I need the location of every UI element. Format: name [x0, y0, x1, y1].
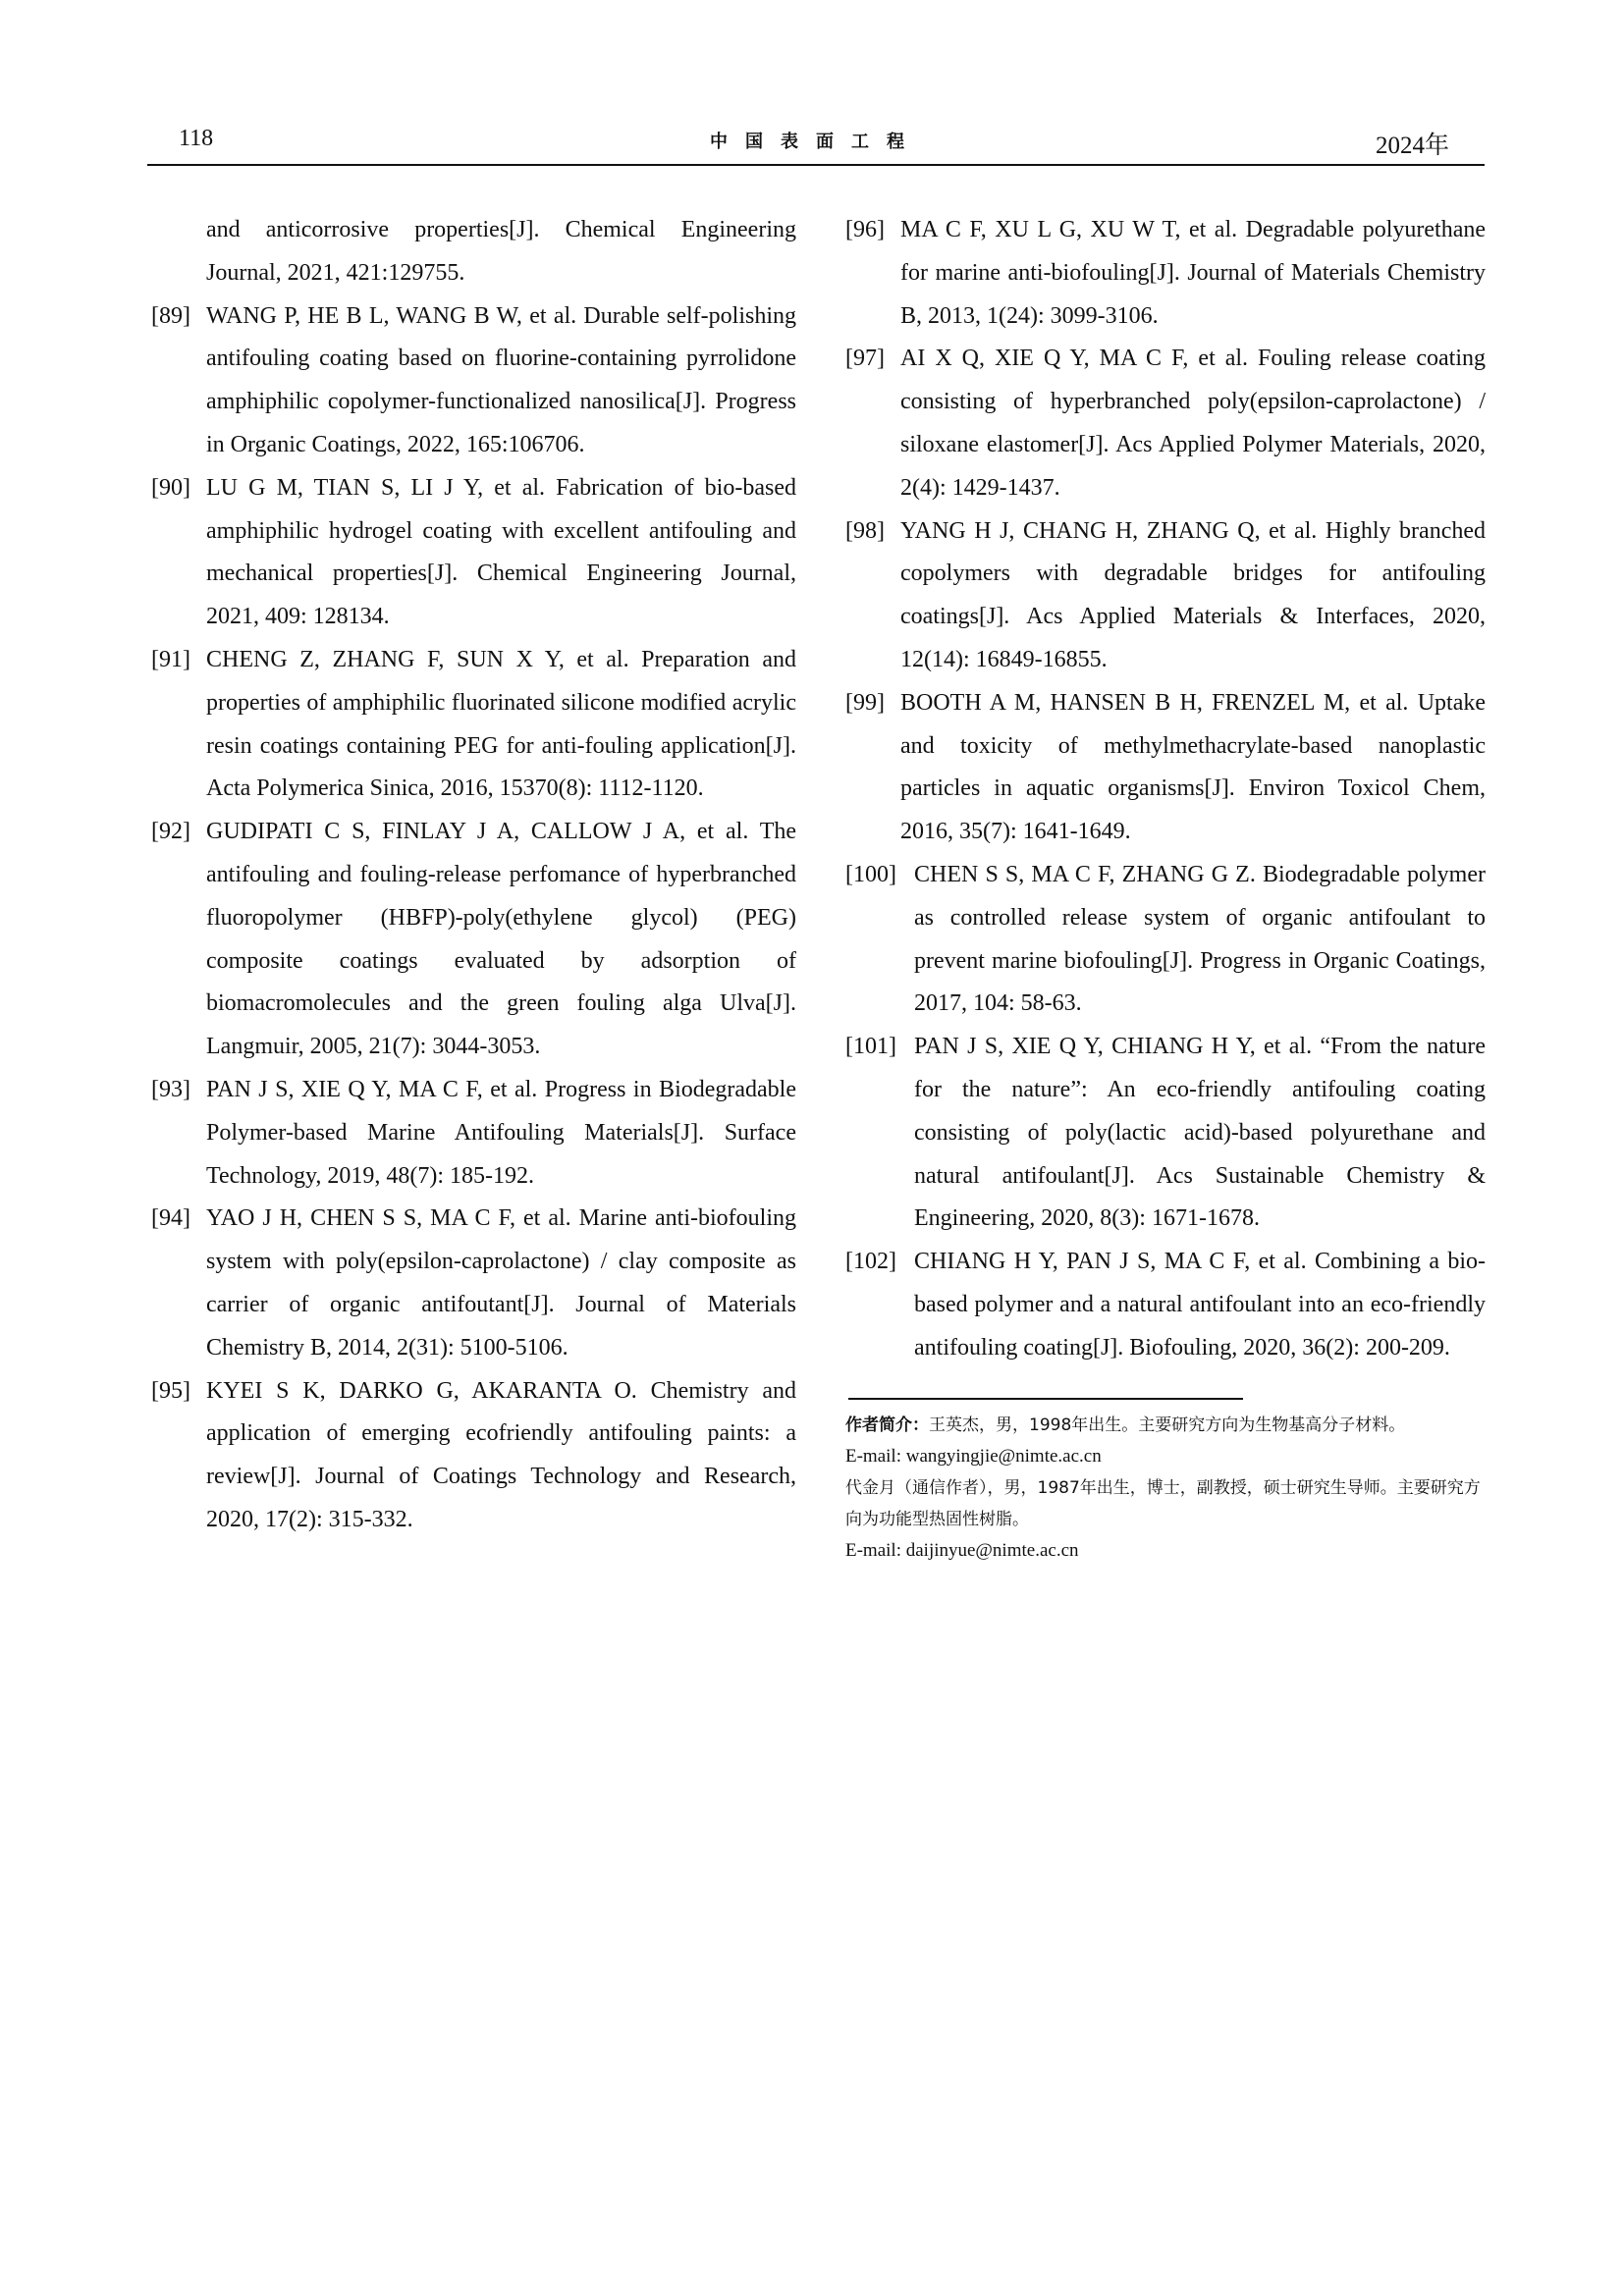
- reference-label: [93]: [151, 1076, 190, 1102]
- reference-text: CHENG Z, ZHANG F, SUN X Y, et al. Preparation and properties of amphiphilic fluorinated silicone modified acrylic resin coatings containing PEG for anti-fouling application[J]. Acta Polymerica Sinica, 2016, 15370(8): 1112-1120.: [206, 646, 796, 802]
- reference-text: PAN J S, XIE Q Y, MA C F, et al. Progress in Biodegradable Polymer-based Marine Antifouling Materials[J]. Surface Technology, 2019, 48(7): 185-192.: [206, 1076, 796, 1189]
- references-right-column: [845, 209, 1486, 1567]
- reference-label: [89]: [151, 302, 190, 329]
- corresponding-author-email: E-mail: daijinyue@nimte.ac.cn: [845, 1539, 1079, 1561]
- page-number: 118: [179, 126, 214, 151]
- reference-label: [100]: [845, 861, 896, 887]
- reference-text: AI X Q, XIE Q Y, MA C F, et al. Fouling release coating consisting of hyperbranched poly(epsilon-caprolactone) / siloxane elastomer[J]. Acs Applied Polymer Materials, 2020, 2(4): 1429-1437.: [900, 346, 1486, 501]
- reference-text: WANG P, HE B L, WANG B W, et al. Durable self-polishing antifouling coating based on fluorine-containing pyrrolidone amphiphilic copolymer-functionalized nanosilica[J]. Progress in Organic Coatings, 2022, 165:106706.: [206, 302, 796, 457]
- journal-title: 中国表面工程: [710, 132, 922, 152]
- reference-item: [151, 467, 796, 639]
- reference-label: [94]: [151, 1205, 190, 1232]
- reference-text: YAO J H, CHEN S S, MA C F, et al. Marine anti-biofouling system with poly(epsilon-caprolactone) / clay composite as carrier of organic antifoutant[J]. Journal of Materials Chemistry B, 2014, 2(31): 5100-5106.: [206, 1205, 796, 1361]
- author-bio-text: 王英杰，男，1998年出生。主要研究方向为生物基高分子材料。: [929, 1415, 1406, 1435]
- page-header: [147, 126, 1485, 165]
- reference-text: CHIANG H Y, PAN J S, MA C F, et al. Combining a bio-based polymer and a natural antifoulant into an eco-friendly antifouling coating[J]. Biofouling, 2020, 36(2): 200-209.: [914, 1249, 1486, 1361]
- reference-text: YANG H J, CHANG H, ZHANG Q, et al. Highly branched copolymers with degradable bridges for antifouling coatings[J]. Acs Applied Materials & Interfaces, 2020, 12(14): 16849-16855.: [900, 517, 1486, 672]
- corresponding-author-text: 代金月（通信作者），男，1987年出生，博士，副教授，硕士研究生导师。主要研究方向为功能型热固性树脂。: [845, 1477, 1481, 1529]
- reference-item: [151, 639, 796, 811]
- reference-item: [845, 510, 1486, 682]
- reference-item: [845, 1241, 1486, 1369]
- reference-text: and anticorrosive properties[J]. Chemical Engineering Journal, 2021, 421:129755.: [206, 217, 796, 286]
- reference-label: [101]: [845, 1034, 896, 1060]
- reference-label: [95]: [151, 1377, 190, 1404]
- reference-text: KYEI S K, DARKO G, AKARANTA O. Chemistry and application of emerging ecofriendly antifouling paints: a review[J]. Journal of Coatings Technology and Research, 2020, 17(2): 315-332.: [206, 1377, 796, 1532]
- reference-item: [845, 854, 1486, 1026]
- reference-label: [97]: [845, 346, 885, 372]
- reference-text: LU G M, TIAN S, LI J Y, et al. Fabrication of bio-based amphiphilic hydrogel coating with excellent antifouling and mechanical properties[J]. Chemical Engineering Journal, 2021, 409: 128134.: [206, 474, 796, 630]
- author-email: E-mail: wangyingjie@nimte.ac.cn: [845, 1445, 1102, 1467]
- footnote-rule: [848, 1398, 1243, 1400]
- reference-item: [151, 1069, 796, 1198]
- reference-text: BOOTH A M, HANSEN B H, FRENZEL M, et al. Uptake and toxicity of methylmethacrylate-based nanoplastic particles in aquatic organisms[J]. Environ Toxicol Chem, 2016, 35(7): 1641-1649.: [900, 689, 1486, 845]
- reference-item: [151, 209, 796, 295]
- header-rule: [147, 164, 1485, 166]
- references-left-column: [151, 209, 796, 1542]
- issue-year: 2024年: [1375, 133, 1449, 159]
- reference-text: PAN J S, XIE Q Y, CHIANG H Y, et al. “From the nature for the nature”: An eco-friendly antifouling coating consisting of poly(lactic acid)-based polyurethane and natural antifoulant[J]. Acs Sustainable Chemistry & Engineering, 2020, 8(3): 1671-1678.: [914, 1034, 1486, 1232]
- reference-label: [102]: [845, 1249, 896, 1275]
- reference-label: [92]: [151, 819, 190, 845]
- reference-item: [845, 338, 1486, 509]
- author-bio-heading: 作者简介：: [845, 1415, 929, 1435]
- reference-item: [151, 1198, 796, 1369]
- reference-item: [151, 1370, 796, 1542]
- reference-text: MA C F, XU L G, XU W T, et al. Degradable polyurethane for marine anti-biofouling[J]. Journal of Materials Chemistry B, 2013, 1(24): 3099-3106.: [900, 217, 1486, 329]
- reference-item: [151, 295, 796, 467]
- reference-label: [90]: [151, 474, 190, 501]
- reference-label: [91]: [151, 646, 190, 672]
- reference-item: [845, 1026, 1486, 1241]
- reference-label: [96]: [845, 217, 885, 242]
- reference-item: [845, 209, 1486, 338]
- reference-text: CHEN S S, MA C F, ZHANG G Z. Biodegradable polymer as controlled release system of organic antifoulant to prevent marine biofouling[J]. Progress in Organic Coatings, 2017, 104: 58-63.: [914, 861, 1486, 1017]
- reference-label: [98]: [845, 517, 885, 544]
- reference-text: GUDIPATI C S, FINLAY J A, CALLOW J A, et al. The antifouling and fouling-release perfomance of hyperbranched fluoropolymer (HBFP)-poly(ethylene glycol) (PEG) composite coatings evaluated by adsorption of biomacromolecules and the green fouling alga Ulva[J]. Langmuir, 2005, 21(7): 3044-3053.: [206, 819, 796, 1060]
- reference-item: [845, 682, 1486, 854]
- author-bio-line: [845, 1410, 1486, 1441]
- author-bio: [845, 1398, 1486, 1567]
- reference-item: [151, 811, 796, 1069]
- reference-label: [99]: [845, 689, 885, 716]
